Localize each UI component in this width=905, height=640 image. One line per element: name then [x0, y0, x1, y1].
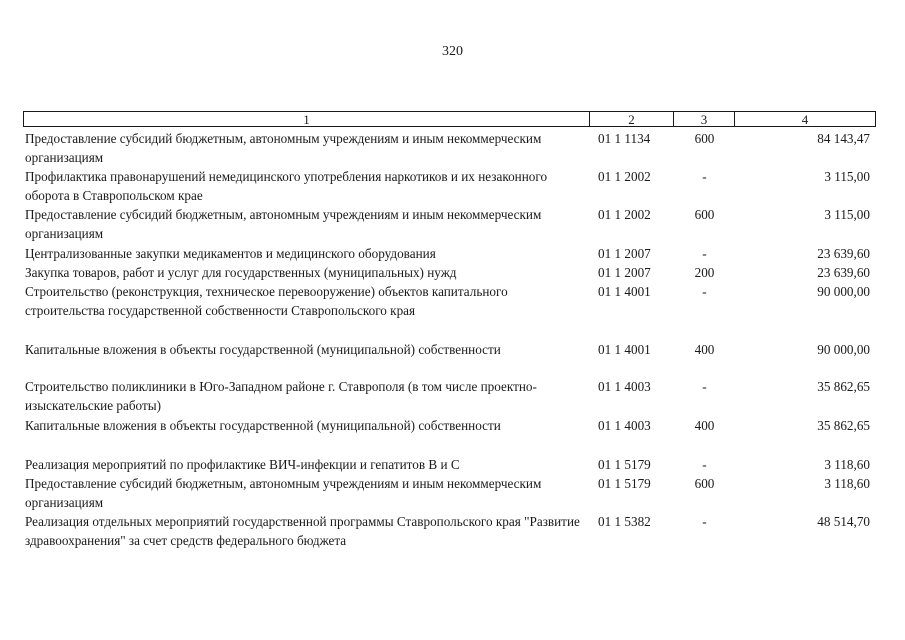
row-amount: 35 862,65 — [817, 379, 870, 394]
row-code: 01 1 5179 — [598, 457, 651, 472]
row-code: 01 1 5179 — [598, 476, 651, 491]
row-code: 01 1 2007 — [598, 265, 651, 280]
row-type: 600 — [694, 476, 715, 491]
row-name: Реализация мероприятий по профилактике ВИЧ-инфекции и гепатитов В и С — [25, 457, 460, 472]
row-type: - — [702, 284, 707, 299]
column-header-1: 1 — [303, 112, 310, 127]
row-name: Предоставление субсидий бюджетным, автономным учреждениям и иным некоммерческим организациям — [25, 131, 542, 165]
row-type: 400 — [694, 418, 715, 433]
row-type: 400 — [694, 342, 715, 357]
row-amount: 35 862,65 — [817, 418, 870, 433]
row-code: 01 1 4001 — [598, 284, 651, 299]
row-name: Предоставление субсидий бюджетным, автономным учреждениям и иным некоммерческим организациям — [25, 476, 542, 510]
row-name: Строительство (реконструкция, техническое перевооружение) объектов капитального строительства государственной собственности Ставропольского края — [25, 284, 508, 318]
row-name: Предоставление субсидий бюджетным, автономным учреждениям и иным некоммерческим организациям — [25, 207, 542, 241]
row-amount: 90 000,00 — [817, 284, 870, 299]
row-type: 200 — [694, 265, 715, 280]
row-name: Строительство поликлиники в Юго-Западном районе г. Ставрополя (в том числе проектно-изыскательские работы) — [25, 379, 537, 413]
row-type: - — [702, 457, 707, 472]
row-amount: 84 143,47 — [817, 131, 870, 146]
row-code: 01 1 4003 — [598, 379, 651, 394]
page-number: 320 — [442, 44, 463, 59]
row-code: 01 1 2002 — [598, 207, 651, 222]
row-code: 01 1 2007 — [598, 246, 651, 261]
row-type: 600 — [694, 207, 715, 222]
row-type: - — [702, 379, 707, 394]
row-code: 01 1 2002 — [598, 169, 651, 184]
row-name: Реализация отдельных мероприятий государственной программы Ставропольского края "Развитие здравоохранения" за счет средств федерального бюджета — [25, 514, 580, 548]
row-name: Капитальные вложения в объекты государственной (муниципальной) собственности — [25, 342, 501, 357]
row-amount: 23 639,60 — [817, 246, 870, 261]
row-type: - — [702, 514, 707, 529]
row-type: - — [702, 246, 707, 261]
row-amount: 48 514,70 — [817, 514, 870, 529]
row-amount: 3 115,00 — [824, 207, 870, 222]
column-header-2: 2 — [589, 112, 673, 126]
row-code: 01 1 1134 — [598, 131, 651, 146]
row-amount: 3 118,60 — [824, 476, 870, 491]
column-header-3: 3 — [673, 112, 734, 126]
row-code: 01 1 4003 — [598, 418, 651, 433]
row-amount: 3 118,60 — [824, 457, 870, 472]
row-code: 01 1 4001 — [598, 342, 651, 357]
row-name: Профилактика правонарушений немедицинского употребления наркотиков и их незаконного оборота в Ставропольском крае — [25, 169, 548, 203]
row-name: Закупка товаров, работ и услуг для государственных (муниципальных) нужд — [25, 265, 457, 280]
row-amount: 90 000,00 — [817, 342, 870, 357]
row-amount: 23 639,60 — [817, 265, 870, 280]
row-name: Капитальные вложения в объекты государственной (муниципальной) собственности — [25, 418, 501, 433]
column-header-4: 4 — [734, 112, 875, 126]
row-amount: 3 115,00 — [824, 169, 870, 184]
row-type: - — [702, 169, 707, 184]
row-name: Централизованные закупки медикаментов и медицинского оборудования — [25, 246, 436, 261]
row-type: 600 — [694, 131, 715, 146]
row-code: 01 1 5382 — [598, 514, 651, 529]
